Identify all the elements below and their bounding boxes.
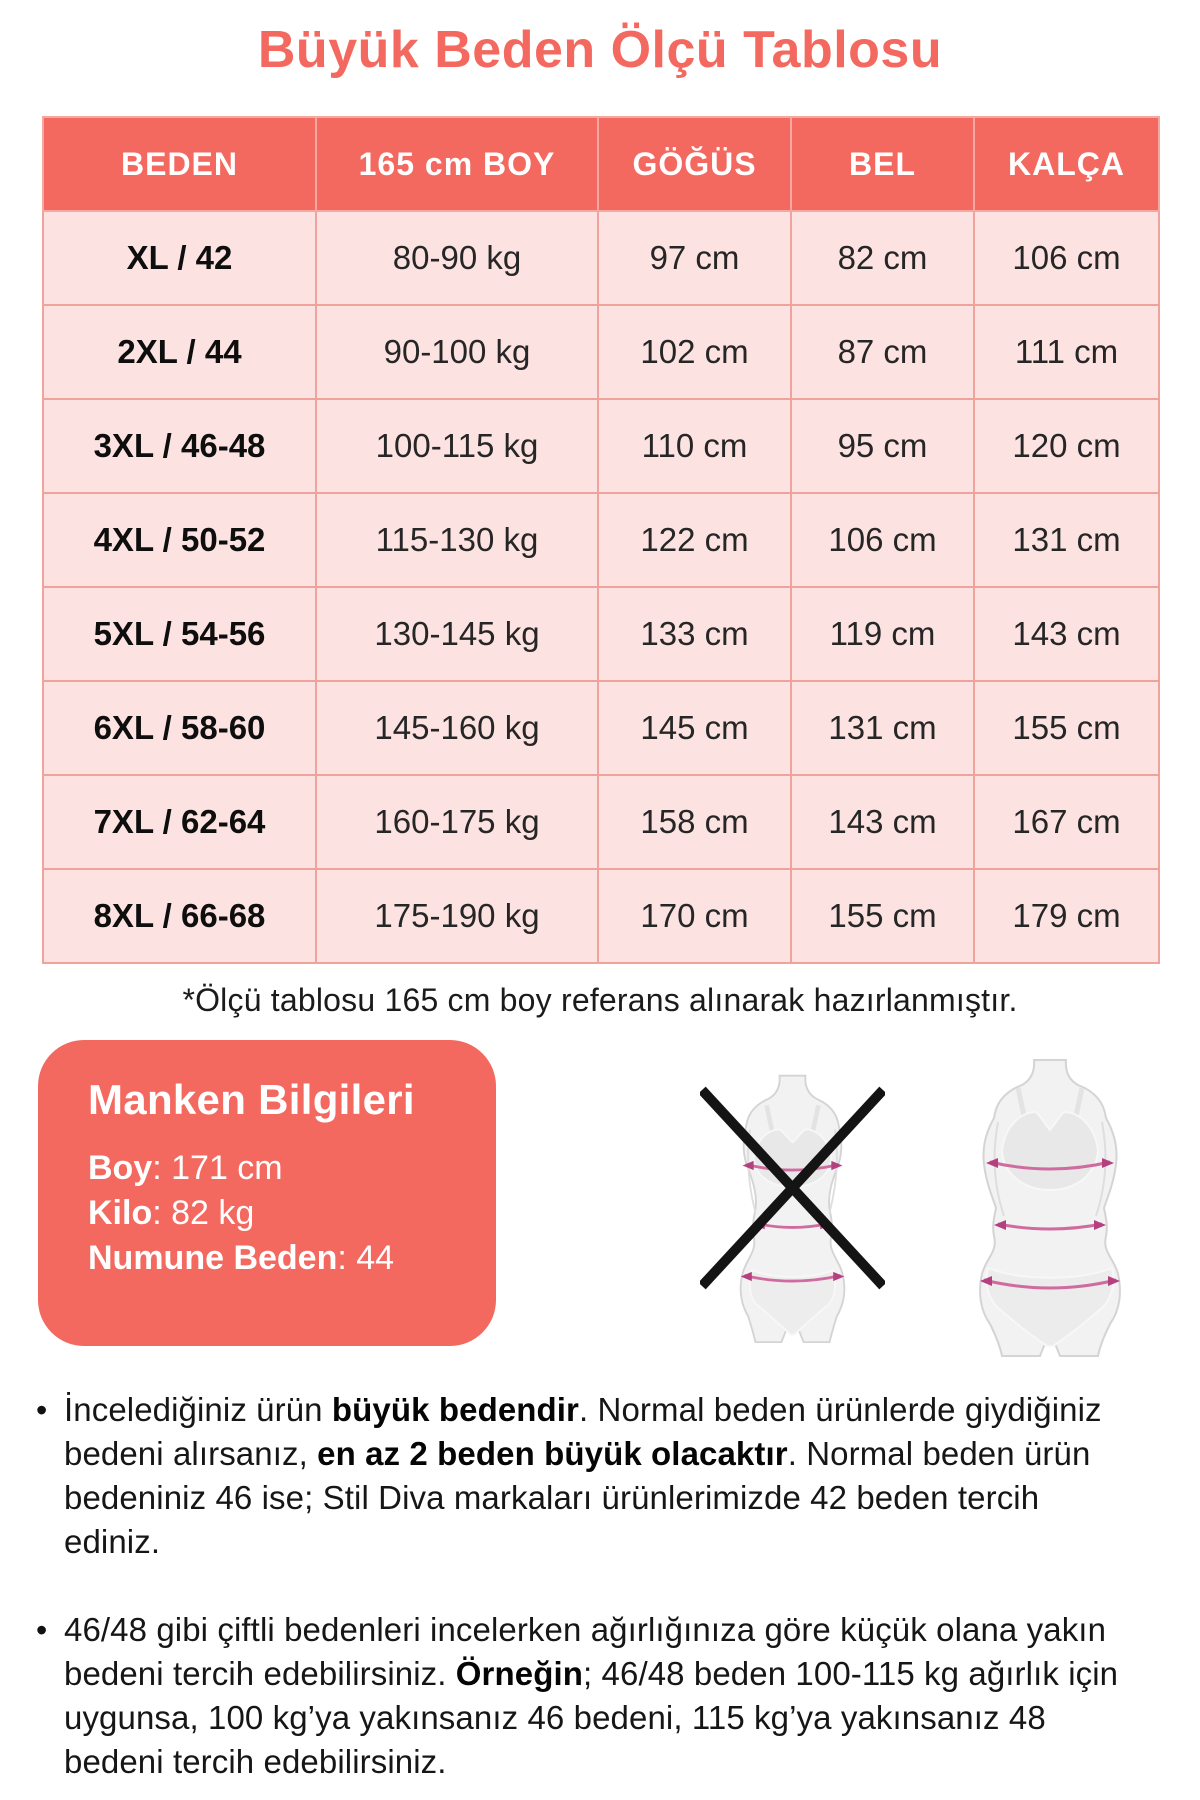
measure-value-cell: 111 cm (974, 305, 1159, 399)
plus-body-figure (950, 1058, 1150, 1358)
measure-value-cell: 143 cm (791, 775, 974, 869)
size-table (42, 116, 1160, 964)
measure-value-cell: 95 cm (791, 399, 974, 493)
header-row (43, 117, 1159, 211)
size-label-cell: 2XL / 44 (43, 305, 316, 399)
column-header-1: BEDEN (43, 117, 316, 211)
measure-value-cell: 102 cm (598, 305, 791, 399)
table-row (43, 305, 1159, 399)
measure-value-cell: 119 cm (791, 587, 974, 681)
measure-value-cell: 160-175 kg (316, 775, 598, 869)
measure-value-cell: 170 cm (598, 869, 791, 963)
table-row (43, 775, 1159, 869)
size-label-cell: 3XL / 46-48 (43, 399, 316, 493)
measure-value-cell: 158 cm (598, 775, 791, 869)
model-info-field: Kilo: 82 kg (88, 1194, 255, 1232)
measure-value-cell: 155 cm (791, 869, 974, 963)
measure-value-cell: 106 cm (791, 493, 974, 587)
measure-value-cell: 143 cm (974, 587, 1159, 681)
bullet-icon: • (36, 1392, 48, 1428)
measure-value-cell: 82 cm (791, 211, 974, 305)
size-table-header (43, 117, 1159, 211)
plus-size-body-icon (950, 1058, 1150, 1358)
size-label-cell: 8XL / 66-68 (43, 869, 316, 963)
table-row (43, 587, 1159, 681)
note-text: 46/48 gibi çiftli bedenleri incelerken ağırlığınıza göre küçük olana yakın bedeni tercih edebilirsiniz. Örneğin; 46/48 beden 100-115 kg ağırlık için uygunsa, 100 kg’ya yakınsanız 46 bedeni, 115 kg’ya yakınsanız 48 bedeni tercih edebilirsiniz. (64, 1611, 1119, 1780)
size-label-cell: 6XL / 58-60 (43, 681, 316, 775)
measure-value-cell: 175-190 kg (316, 869, 598, 963)
measure-value-cell: 80-90 kg (316, 211, 598, 305)
table-row (43, 211, 1159, 305)
column-header-4: BEL (791, 117, 974, 211)
model-info-field: Boy: 171 cm (88, 1149, 283, 1187)
measure-value-cell: 100-115 kg (316, 399, 598, 493)
measure-value-cell: 145-160 kg (316, 681, 598, 775)
bullet-icon: • (36, 1612, 48, 1648)
table-row (43, 681, 1159, 775)
measure-value-cell: 120 cm (974, 399, 1159, 493)
measure-value-cell: 145 cm (598, 681, 791, 775)
x-mark-icon (700, 1062, 885, 1354)
measure-value-cell: 115-130 kg (316, 493, 598, 587)
page-title: Büyük Beden Ölçü Tablosu (257, 21, 943, 79)
column-header-5: KALÇA (974, 117, 1159, 211)
measure-value-cell: 130-145 kg (316, 587, 598, 681)
measure-value-cell: 155 cm (974, 681, 1159, 775)
size-label-cell: XL / 42 (43, 211, 316, 305)
table-row (43, 493, 1159, 587)
measure-value-cell: 133 cm (598, 587, 791, 681)
size-label-cell: 7XL / 62-64 (43, 775, 316, 869)
column-header-3: GÖĞÜS (598, 117, 791, 211)
model-info-field: Numune Beden: 44 (88, 1239, 395, 1277)
note-text: İncelediğiniz ürün büyük bedendir. Normal beden ürünlerde giydiğiniz bedeni alırsanız, en az 2 beden büyük olacaktır. Normal beden ürün bedeniniz 46 ise; Stil Diva markaları ürünlerimizde 42 beden tercih ediniz. (64, 1391, 1102, 1560)
measure-value-cell: 179 cm (974, 869, 1159, 963)
table-row (43, 869, 1159, 963)
model-info-card (38, 1040, 496, 1346)
measure-value-cell: 131 cm (791, 681, 974, 775)
column-header-2: 165 cm BOY (316, 117, 598, 211)
table-row (43, 399, 1159, 493)
model-info-fields (88, 1146, 466, 1281)
measure-value-cell: 122 cm (598, 493, 791, 587)
measure-value-cell: 106 cm (974, 211, 1159, 305)
measure-value-cell: 90-100 kg (316, 305, 598, 399)
measure-value-cell: 167 cm (974, 775, 1159, 869)
note-item (30, 1608, 1170, 1784)
note-item (30, 1388, 1170, 1564)
notes-list (30, 1388, 1170, 1784)
measure-value-cell: 131 cm (974, 493, 1159, 587)
size-label-cell: 4XL / 50-52 (43, 493, 316, 587)
size-label-cell: 5XL / 54-56 (43, 587, 316, 681)
measure-value-cell: 110 cm (598, 399, 791, 493)
table-footnote: *Ölçü tablosu 165 cm boy referans alınarak hazırlanmıştır. (182, 982, 1018, 1018)
measure-value-cell: 97 cm (598, 211, 791, 305)
model-info-title: Manken Bilgileri (88, 1076, 415, 1123)
slim-body-figure-crossed (700, 1062, 885, 1354)
measure-value-cell: 87 cm (791, 305, 974, 399)
